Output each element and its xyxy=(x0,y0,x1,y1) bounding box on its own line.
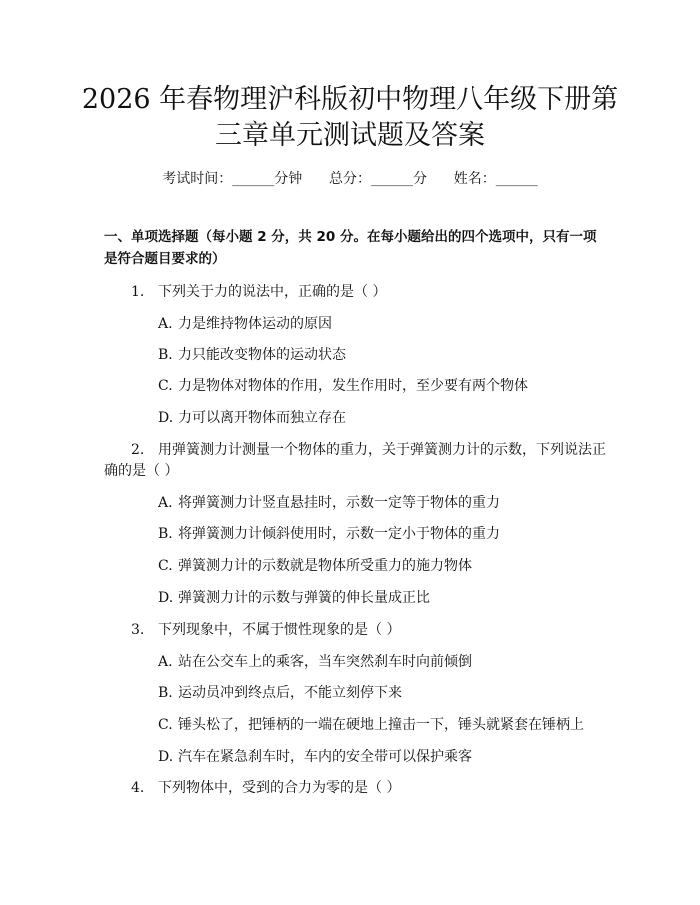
option-letter: A. xyxy=(158,316,173,332)
option-letter: B. xyxy=(158,685,173,701)
option-letter: D. xyxy=(158,590,174,606)
option-letter: A. xyxy=(158,495,173,511)
question-number: 1. xyxy=(131,284,145,300)
option-text: 弹簧测力计的示数与弹簧的伸长量成正比 xyxy=(178,590,430,606)
exam-info-line: 考试时间：______分钟 总分：______分 姓名：______ xyxy=(162,171,538,187)
question-number: 3. xyxy=(131,622,145,638)
question-text: 下列物体中，受到的合力为零的是（ ） xyxy=(158,780,401,796)
option-letter: C. xyxy=(158,378,173,394)
option-letter: B. xyxy=(158,526,173,542)
option-text: 运动员冲到终点后，不能立刻停下来 xyxy=(178,685,402,701)
option-text: 将弹簧测力计倾斜使用时，示数一定小于物体的重力 xyxy=(178,526,500,542)
option-text: 力是维持物体运动的原因 xyxy=(178,316,332,332)
option-text: 锤头松了，把锤柄的一端在硬地上撞击一下，锤头就紧套在锤柄上 xyxy=(178,717,584,733)
question-text-continuation: 确的是（ ） xyxy=(104,463,179,479)
option-text: 将弹簧测力计竖直悬挂时，示数一定等于物体的重力 xyxy=(178,495,500,511)
option-text: 站在公交车上的乘客，当车突然刹车时向前倾倒 xyxy=(178,654,472,670)
option-text: 力只能改变物体的运动状态 xyxy=(178,347,346,363)
option-text: 汽车在紧急刹车时，车内的安全带可以保护乘客 xyxy=(178,749,472,765)
option-letter: B. xyxy=(158,347,173,363)
option-letter: C. xyxy=(158,558,173,574)
option-letter: D. xyxy=(158,410,174,426)
document-title-line-2: 三章单元测试题及答案 xyxy=(215,120,485,151)
question-text: 下列现象中，不属于惯性现象的是（ ） xyxy=(158,622,401,638)
document-title-line-1: 2026 年春物理沪科版初中物理八年级下册第 xyxy=(81,84,619,115)
option-letter: C. xyxy=(158,717,173,733)
option-text: 力可以离开物体而独立存在 xyxy=(178,410,346,426)
option-text: 力是物体对物体的作用，发生作用时，至少要有两个物体 xyxy=(178,378,528,394)
option-letter: A. xyxy=(158,654,173,670)
section-heading-line-1: 一、单项选择题（每小题 2 分，共 20 分。在每小题给出的四个选项中，只有一项 xyxy=(104,229,597,245)
question-number: 4. xyxy=(131,780,145,796)
section-heading-line-2: 是符合题目要求的） xyxy=(104,251,226,267)
option-text: 弹簧测力计的示数就是物体所受重力的施力物体 xyxy=(178,558,472,574)
question-text: 下列关于力的说法中，正确的是（ ） xyxy=(158,284,387,300)
question-number: 2. xyxy=(131,442,145,458)
question-text: 用弹簧测力计测量一个物体的重力，关于弹簧测力计的示数，下列说法正 xyxy=(158,442,606,458)
option-letter: D. xyxy=(158,749,174,765)
